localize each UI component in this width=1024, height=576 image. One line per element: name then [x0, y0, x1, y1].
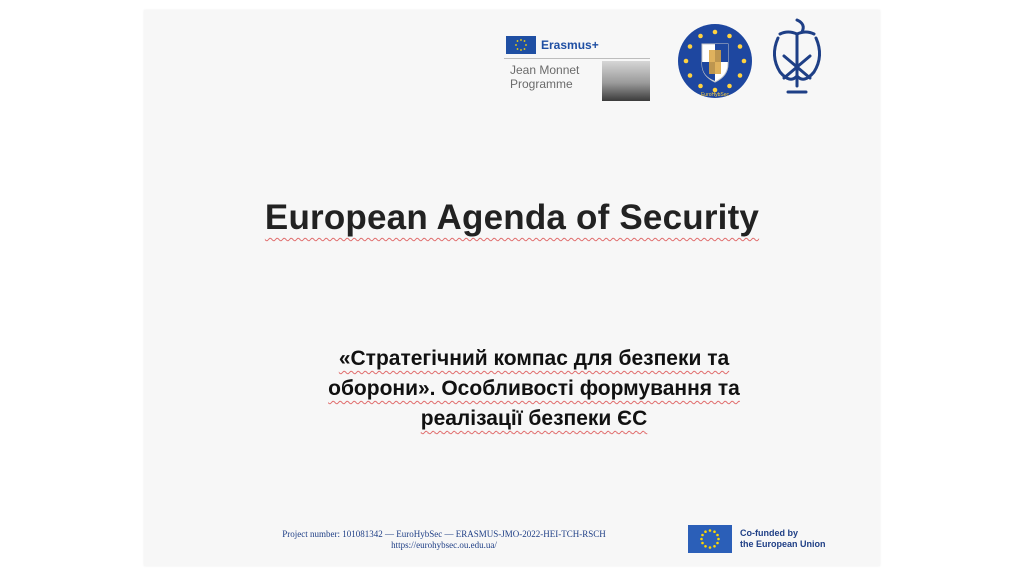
slide-title-text: European Agenda of Security [264, 198, 760, 237]
slide-subtitle [304, 344, 764, 434]
subtitle-line-2-text: оборони». Особливості формування та [328, 377, 740, 400]
subtitle-line-3 [304, 404, 764, 434]
presentation-slide [144, 10, 880, 566]
footer-project-number: Project number: 101081342 — EuroHybSec — ERASMUS-JMO-2022-HEI-TCH-RSCH [282, 529, 606, 539]
jean-monnet-line2: Programme [510, 77, 573, 91]
erasmus-label: Erasmus+ [541, 38, 599, 52]
university-emblem-icon [766, 16, 828, 100]
slide-title [144, 198, 880, 238]
subtitle-line-1-text: «Стратегічний компас для безпеки та [338, 347, 730, 370]
subtitle-line-2 [304, 374, 764, 404]
cofunded-line1: Co-funded by [740, 528, 798, 538]
cofunded-text [740, 528, 826, 550]
cofunded-eu-logo [688, 524, 868, 554]
erasmus-row [506, 36, 599, 54]
eu-flag-icon [688, 525, 732, 553]
jean-monnet-line1: Jean Monnet [510, 63, 580, 77]
jean-monnet-box [504, 58, 650, 103]
jean-monnet-label [510, 63, 579, 91]
subtitle-line-1 [304, 344, 764, 374]
erasmus-jean-monnet-logo [504, 34, 654, 104]
cofunded-line2: the European Union [740, 539, 826, 549]
jean-monnet-portrait-image [602, 61, 650, 101]
subtitle-line-3-text: реалізації безпеки ЄС [420, 407, 648, 430]
eurohybsec-shield-icon [676, 22, 754, 100]
eu-flag-icon [506, 36, 536, 54]
svg-text:EuroHybSec: EuroHybSec [700, 92, 730, 98]
footer-url: https://eurohybsec.ou.edu.ua/ [391, 540, 497, 550]
